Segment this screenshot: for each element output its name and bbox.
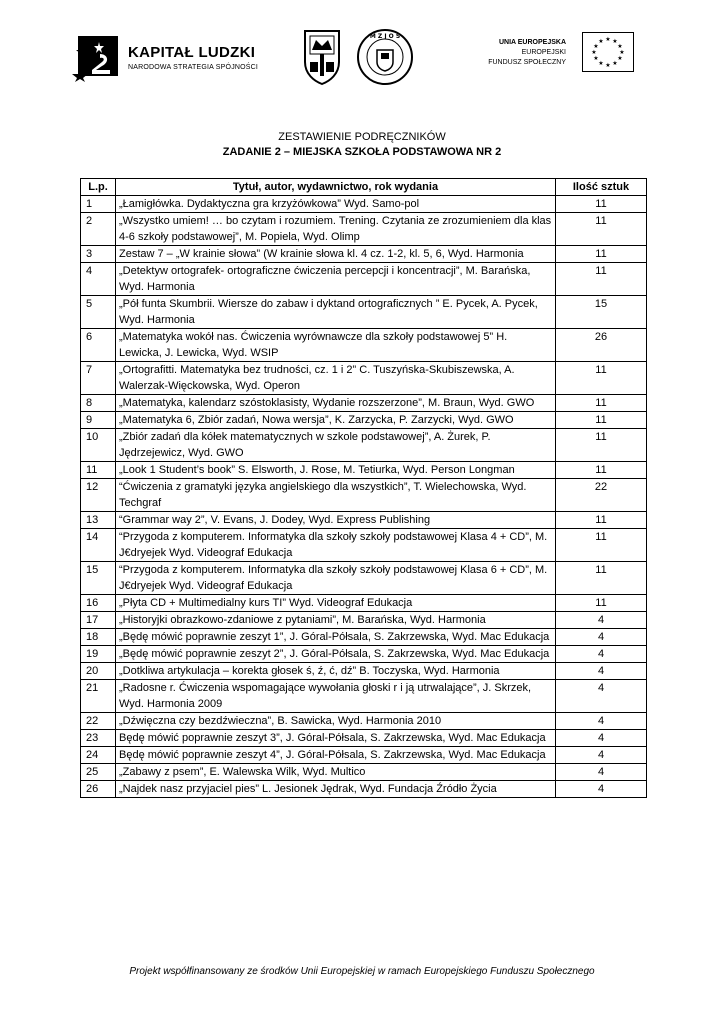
row-quantity: 4 (556, 764, 647, 781)
row-title: „Zbiór zadań dla kółek matematycznych w szkole podstawowej”, A. Żurek, P. Jędrzejewicz, Wyd. GWO (116, 429, 556, 462)
table-row (81, 479, 647, 512)
eu-line-3: FUNDUSZ SPOŁECZNY (488, 59, 566, 66)
table-row (81, 246, 647, 263)
row-number: 14 (81, 529, 116, 562)
row-number: 2 (81, 213, 116, 246)
row-title: „Matematyka 6, Zbiór zadań, Nowa wersja”, K. Zarzycka, P. Zarzycki, Wyd. GWO (116, 412, 556, 429)
column-header-lp: L.p. (81, 179, 116, 196)
row-quantity: 11 (556, 512, 647, 529)
svg-text:★: ★ (593, 43, 599, 50)
table-row (81, 595, 647, 612)
row-title: “Grammar way 2”, V. Evans, J. Dodey, Wyd. Express Publishing (116, 512, 556, 529)
row-quantity: 11 (556, 395, 647, 412)
row-quantity: 4 (556, 730, 647, 747)
row-number: 6 (81, 329, 116, 362)
row-quantity: 4 (556, 781, 647, 798)
svg-text:★: ★ (593, 55, 599, 62)
row-title: „Radosne r. Ćwiczenia wspomagające wywołania głoski r i ją utrwalające”, J. Skrzek, Wyd. Harmonia 2009 (116, 680, 556, 713)
row-title: Będę mówić poprawnie zeszyt 4”, J. Góral-Półsala, S. Zakrzewska, Wyd. Mac Edukacja (116, 747, 556, 764)
row-quantity: 4 (556, 680, 647, 713)
row-quantity: 11 (556, 429, 647, 462)
eu-flag-icon (582, 32, 634, 72)
footer-note: Projekt współfinansowany ze środków Unii Europejskiej w ramach Europejskiego Funduszu Społecznego (129, 966, 595, 977)
row-title: „Dotkliwa artykulacja – korekta głosek ś, ź, ć, dź” B. Toczyska, Wyd. Harmonia (116, 663, 556, 680)
eu-line-2: EUROPEJSKI (521, 49, 566, 56)
table-row (81, 612, 647, 629)
svg-text:★: ★ (617, 55, 623, 62)
row-number: 8 (81, 395, 116, 412)
row-quantity: 4 (556, 612, 647, 629)
row-number: 23 (81, 730, 116, 747)
table-row (81, 781, 647, 798)
row-title: „Będę mówić poprawnie zeszyt 2”, J. Góral-Półsala, S. Zakrzewska, Wyd. Mac Edukacja (116, 646, 556, 663)
row-quantity: 11 (556, 412, 647, 429)
document-titles (0, 130, 724, 160)
row-title: „Dźwięczna czy bezdźwieczna”, B. Sawicka, Wyd. Harmonia 2010 (116, 713, 556, 730)
table-row (81, 730, 647, 747)
table-row (81, 663, 647, 680)
table-row (81, 680, 647, 713)
svg-text:★: ★ (617, 43, 623, 50)
row-title: „Historyjki obrazkowo-zdaniowe z pytaniami”, M. Barańska, Wyd. Harmonia (116, 612, 556, 629)
row-title: „Ortografitti. Matematyka bez trudności, cz. 1 i 2” C. Tuszyńska-Skubiszewska, A. Walerzak-Więckowska, Wyd. Operon (116, 362, 556, 395)
svg-text:★: ★ (605, 62, 611, 69)
column-header-qty: Ilość sztuk (556, 179, 647, 196)
row-quantity: 11 (556, 562, 647, 595)
row-title: „Łamigłówka. Dydaktyczna gra krzyżówkowa” Wyd. Samo-pol (116, 196, 556, 213)
table-row (81, 462, 647, 479)
row-title: „Będę mówić poprawnie zeszyt 1”, J. Góral-Półsala, S. Zakrzewska, Wyd. Mac Edukacja (116, 629, 556, 646)
row-number: 18 (81, 629, 116, 646)
row-quantity: 11 (556, 595, 647, 612)
city-coat-of-arms-icon (302, 28, 342, 86)
row-number: 4 (81, 263, 116, 296)
row-quantity: 22 (556, 479, 647, 512)
seal-text: M Z J O S (369, 33, 401, 40)
table-row (81, 412, 647, 429)
row-number: 1 (81, 196, 116, 213)
row-quantity: 15 (556, 296, 647, 329)
svg-text:★: ★ (612, 60, 618, 67)
row-title: „Najdek nasz przyjaciel pies” L. Jesionek Jędrak, Wyd. Fundacja Źródło Życia (116, 781, 556, 798)
table-row (81, 213, 647, 246)
row-title: Zestaw 7 – „W krainie słowa” (W krainie słowa kl. 4 cz. 1-2, kl. 5, 6, Wyd. Harmonia (116, 246, 556, 263)
row-number: 10 (81, 429, 116, 462)
kapital-ludzki-logo (72, 30, 272, 86)
kapital-ludzki-emblem-icon (72, 30, 122, 82)
row-quantity: 11 (556, 362, 647, 395)
row-quantity: 11 (556, 462, 647, 479)
table-row (81, 629, 647, 646)
row-number: 16 (81, 595, 116, 612)
svg-text:★: ★ (598, 38, 604, 45)
row-number: 21 (81, 680, 116, 713)
row-number: 7 (81, 362, 116, 395)
row-quantity: 11 (556, 196, 647, 213)
eu-line-1: UNIA EUROPEJSKA (498, 39, 566, 46)
kapital-ludzki-title: KAPITAŁ LUDZKI (128, 44, 256, 61)
row-quantity: 11 (556, 213, 647, 246)
row-number: 22 (81, 713, 116, 730)
table-row (81, 429, 647, 462)
table-row (81, 395, 647, 412)
table-row (81, 529, 647, 562)
row-quantity: 4 (556, 646, 647, 663)
row-title: “Ćwiczenia z gramatyki języka angielskiego dla wszystkich”, T. Wielechowska, Wyd. Techgraf (116, 479, 556, 512)
table-header-row (81, 179, 647, 196)
table-row (81, 329, 647, 362)
row-number: 26 (81, 781, 116, 798)
row-number: 3 (81, 246, 116, 263)
row-title: “Przygoda z komputerem. Informatyka dla szkoły szkoły podstawowej Klasa 4 + CD”, M. J€dryejek Wyd. Videograf Edukacja (116, 529, 556, 562)
row-title: „Pół funta Skumbrii. Wiersze do zabaw i dyktand ortograficznych ” E. Pycek, A. Pycek, Wyd. Harmonia (116, 296, 556, 329)
document-title: ZESTAWIENIE PODRĘCZNIKÓW (278, 131, 446, 143)
row-number: 17 (81, 612, 116, 629)
svg-text:★: ★ (591, 49, 597, 56)
row-title: „Wszystko umiem! … bo czytam i rozumiem. Trening. Czytania ze zrozumieniem dla klas 4-6 szkoły podstawowej”, M. Popiela, Wyd. Olimp (116, 213, 556, 246)
row-title: „Look 1 Student’s book” S. Elsworth, J. Rose, M. Tetiurka, Wyd. Person Longman (116, 462, 556, 479)
row-number: 5 (81, 296, 116, 329)
svg-text:★: ★ (612, 38, 618, 45)
textbook-table (80, 178, 647, 798)
row-quantity: 11 (556, 529, 647, 562)
row-title: “Przygoda z komputerem. Informatyka dla szkoły szkoły podstawowej Klasa 6 + CD”, M. J€dryejek Wyd. Videograf Edukacja (116, 562, 556, 595)
row-number: 13 (81, 512, 116, 529)
table-row (81, 296, 647, 329)
table-row (81, 747, 647, 764)
row-number: 24 (81, 747, 116, 764)
svg-text:★: ★ (619, 49, 625, 56)
header (0, 28, 724, 88)
row-title: „Płyta CD + Multimedialny kurs TI” Wyd. Videograf Edukacja (116, 595, 556, 612)
table-row (81, 562, 647, 595)
row-quantity: 4 (556, 713, 647, 730)
row-number: 20 (81, 663, 116, 680)
kapital-ludzki-subtitle: NARODOWA STRATEGIA SPÓJNOŚCI (128, 64, 259, 71)
row-quantity: 4 (556, 663, 647, 680)
row-quantity: 4 (556, 747, 647, 764)
column-header-title: Tytuł, autor, wydawnictwo, rok wydania (116, 179, 556, 196)
document-subtitle: ZADANIE 2 – MIEJSKA SZKOŁA PODSTAWOWA NR 2 (222, 146, 502, 158)
table-row (81, 196, 647, 213)
table-row (81, 362, 647, 395)
row-number: 11 (81, 462, 116, 479)
table-row (81, 646, 647, 663)
eu-label (470, 38, 566, 68)
row-title: „Matematyka wokół nas. Ćwiczenia wyrównawcze dla szkoły podstawowej 5” H. Lewicka, J. Lewicka, Wyd. WSIP (116, 329, 556, 362)
row-quantity: 11 (556, 246, 647, 263)
row-quantity: 4 (556, 629, 647, 646)
school-seal-icon (356, 28, 414, 86)
table-row (81, 713, 647, 730)
table-row (81, 512, 647, 529)
table-row (81, 263, 647, 296)
row-quantity: 26 (556, 329, 647, 362)
row-number: 25 (81, 764, 116, 781)
table-body (81, 196, 647, 798)
row-number: 12 (81, 479, 116, 512)
row-title: „Detektyw ortografek- ortograficzne ćwiczenia percepcji i koncentracji”, M. Barańska, Wyd. Harmonia (116, 263, 556, 296)
svg-text:★: ★ (598, 60, 604, 67)
row-title: „Zabawy z psem”, E. Walewska Wilk, Wyd. Multico (116, 764, 556, 781)
row-number: 19 (81, 646, 116, 663)
svg-text:★: ★ (605, 36, 611, 43)
row-number: 15 (81, 562, 116, 595)
table-row (81, 764, 647, 781)
row-title: „Matematyka, kalendarz szóstoklasisty, Wydanie rozszerzone”, M. Braun, Wyd. GWO (116, 395, 556, 412)
row-title: Będę mówić poprawnie zeszyt 3”, J. Góral-Półsala, S. Zakrzewska, Wyd. Mac Edukacja (116, 730, 556, 747)
row-quantity: 11 (556, 263, 647, 296)
row-number: 9 (81, 412, 116, 429)
